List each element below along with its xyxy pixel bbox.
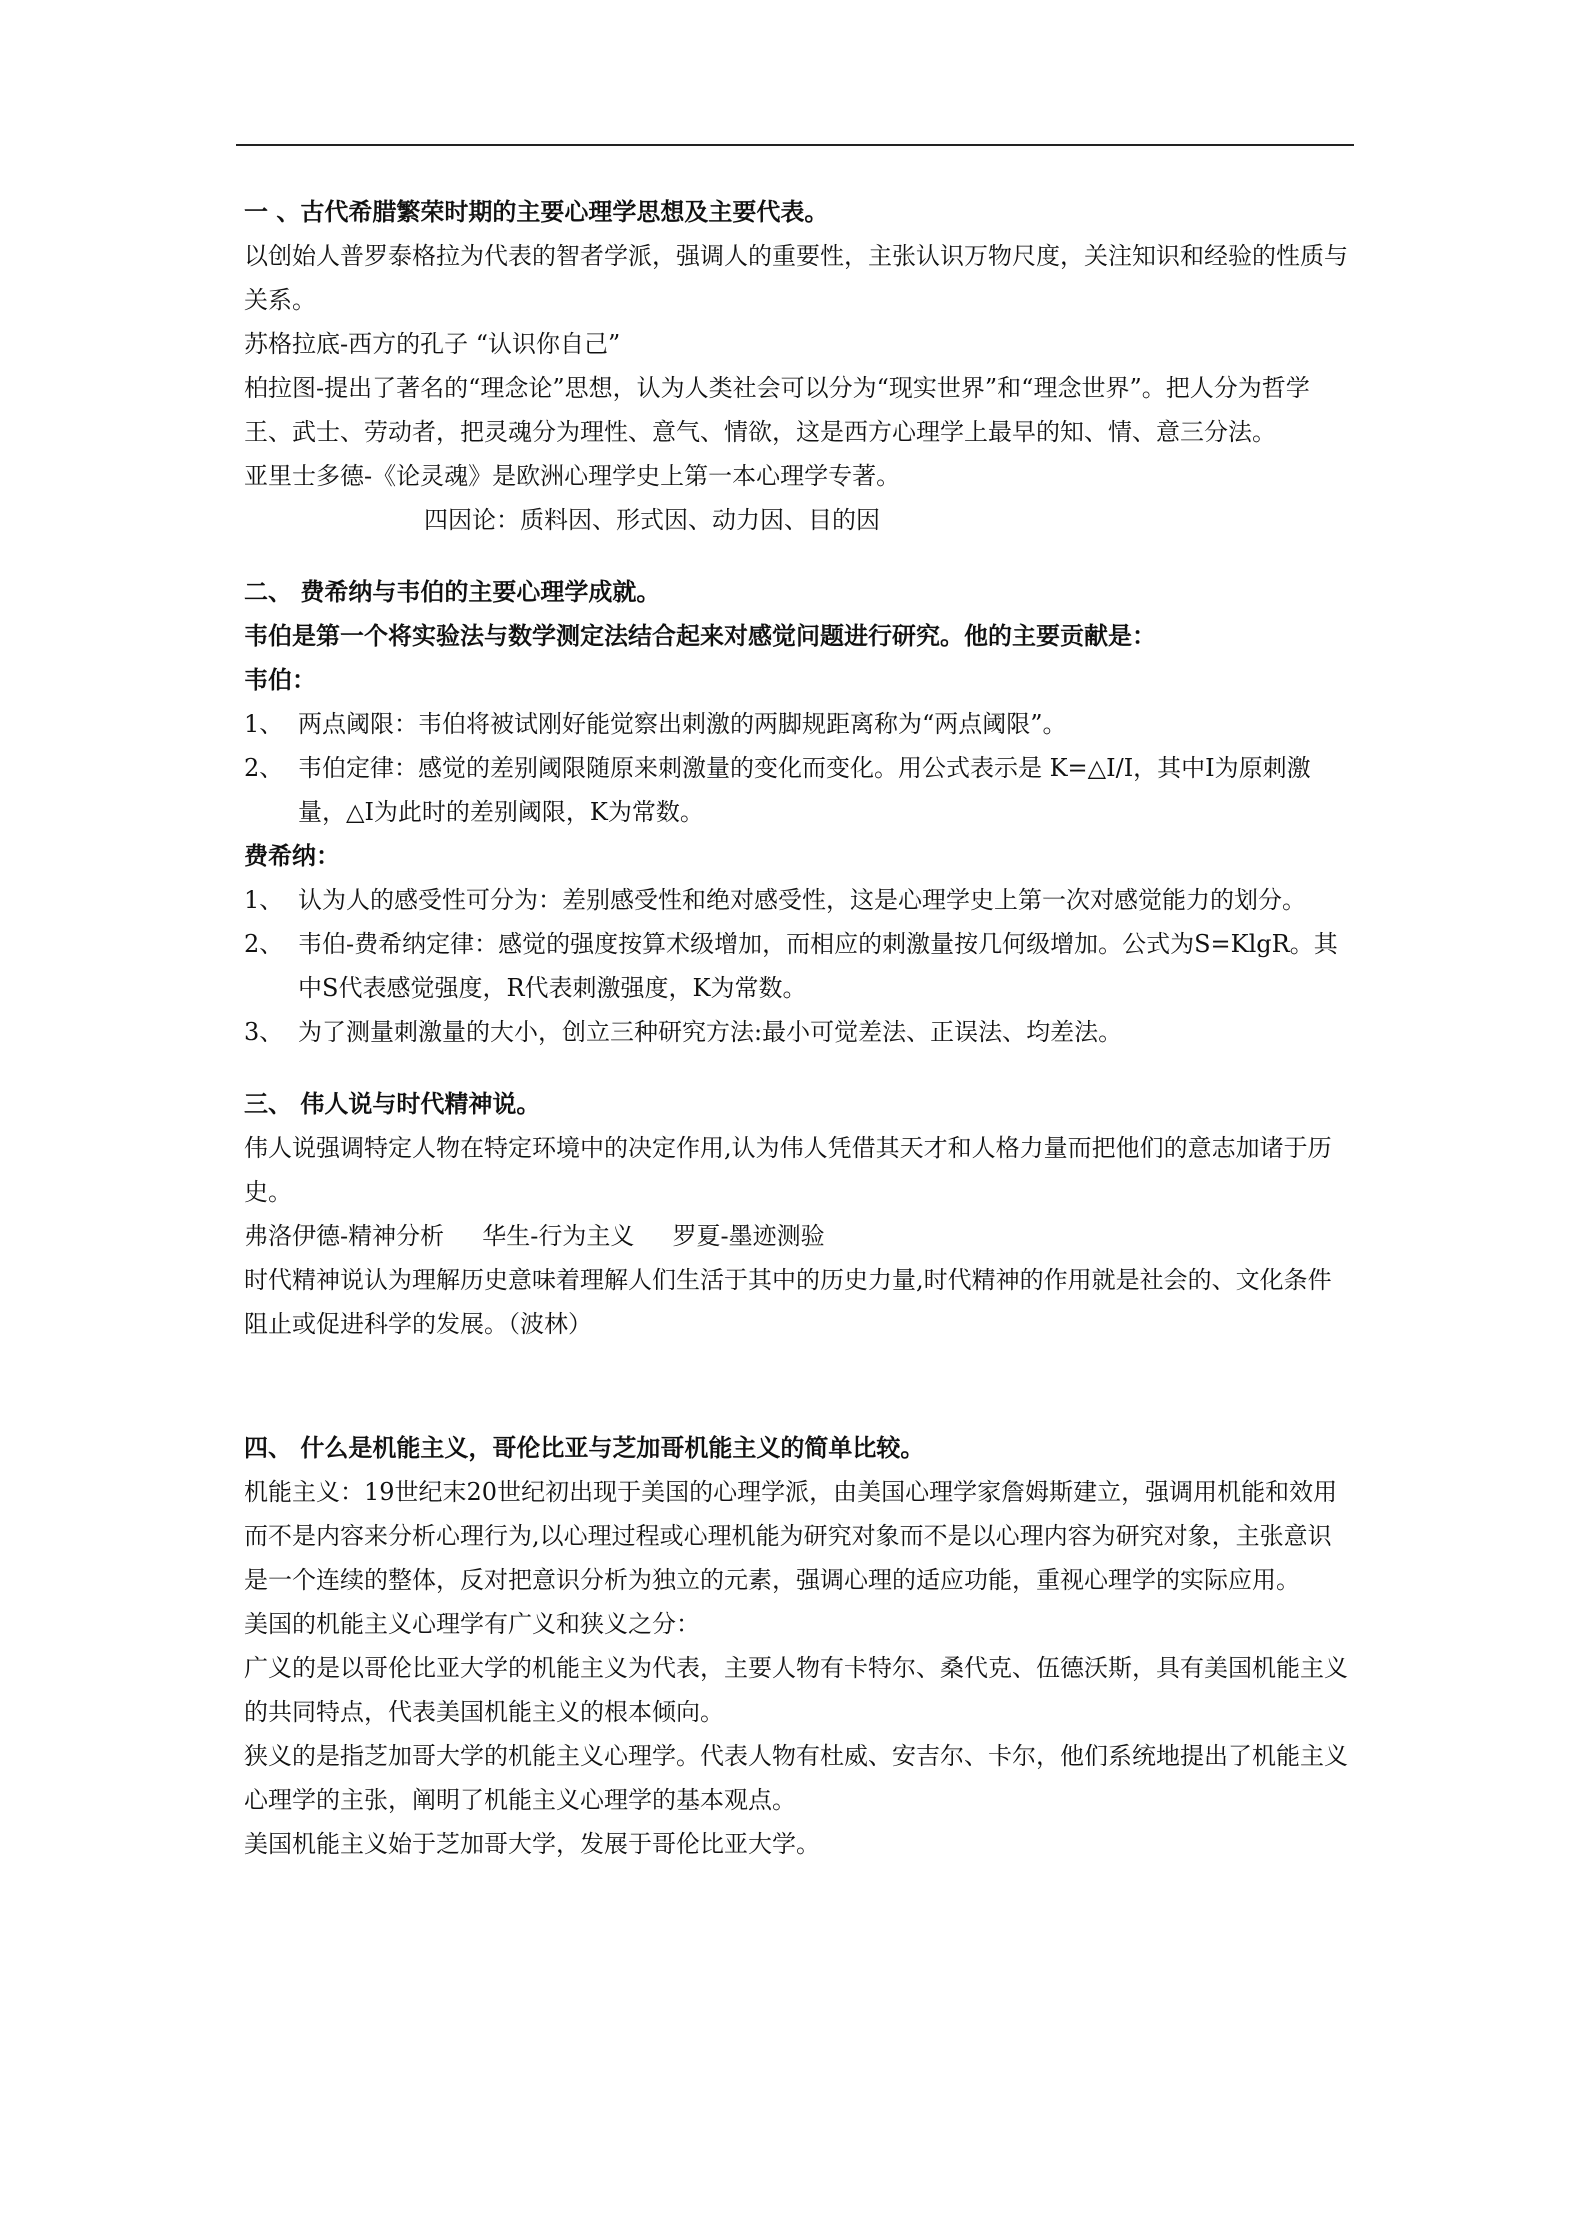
section-3-heading: 三、 伟人说与时代精神说。 xyxy=(244,1089,541,1118)
list-item xyxy=(244,878,1354,922)
list-item-text: 为了测量刺激量的大小，创立三种研究方法:最小可觉差法、正误法、均差法。 xyxy=(298,1018,1123,1046)
section-4-heading: 四、 什么是机能主义，哥伦比亚与芝加哥机能主义的简单比较。 xyxy=(244,1433,925,1462)
list-item xyxy=(244,1010,1354,1054)
name-rorschach: 罗夏-墨迹测验 xyxy=(672,1222,825,1250)
list-item-text: 韦伯定律：感觉的差别阈限随原来刺激量的变化而变化。用公式表示是 K=△I/I，其中I为原刺激量，△I为此时的差别阈限，K为常数。 xyxy=(298,754,1311,826)
section-1-paragraph-sophists: 以创始人普罗泰格拉为代表的智者学派，强调人的重要性，主张认识万物尺度，关注知识和经验的性质与关系。 xyxy=(244,242,1348,314)
section-3-names-row xyxy=(244,1214,1354,1258)
fechner-label: 费希纳： xyxy=(244,841,340,870)
section-3-paragraph-great-man: 伟人说强调特定人物在特定环境中的决定作用,认为伟人凭借其天才和人格力量而把他们的意志加诸于历史。 xyxy=(244,1134,1332,1206)
name-watson: 华生-行为主义 xyxy=(482,1222,635,1250)
section-1-paragraph-plato: 柏拉图-提出了著名的“理念论”思想，认为人类社会可以分为“现实世界”和“理念世界”。把人分为哲学王、武士、劳动者，把灵魂分为理性、意气、情欲，这是西方心理学上最早的知、情、意三分法。 xyxy=(244,374,1310,446)
list-item-number: 1、 xyxy=(244,710,284,738)
section-3-paragraph-zeitgeist: 时代精神说认为理解历史意味着理解人们生活于其中的历史力量,时代精神的作用就是社会的、文化条件阻止或促进科学的发展。（波林） xyxy=(244,1266,1332,1338)
document-body xyxy=(244,190,1354,1866)
list-item-text: 两点阈限：韦伯将被试刚好能觉察出刺激的两脚规距离称为“两点阈限”。 xyxy=(298,710,1067,738)
section-2-heading: 二、 费希纳与韦伯的主要心理学成就。 xyxy=(244,577,661,606)
list-item xyxy=(244,702,1354,746)
list-item-text: 认为人的感受性可分为：差别感受性和绝对感受性，这是心理学史上第一次对感觉能力的划分。 xyxy=(298,886,1306,914)
section-4-paragraph-division: 美国的机能主义心理学有广义和狭义之分： xyxy=(244,1610,700,1638)
section-4-paragraph-origin: 美国机能主义始于芝加哥大学，发展于哥伦比亚大学。 xyxy=(244,1830,820,1858)
list-item-number: 2、 xyxy=(244,930,284,958)
list-item-text: 韦伯-费希纳定律：感觉的强度按算术级增加，而相应的刺激量按几何级增加。公式为S=KlgR。其中S代表感觉强度，R代表刺激强度，K为常数。 xyxy=(298,930,1338,1002)
section-4-paragraph-definition: 机能主义：19世纪末20世纪初出现于美国的心理学派，由美国心理学家詹姆斯建立，强调用机能和效用而不是内容来分析心理行为,以心理过程或心理机能为研究对象而不是以心理内容为研究对象，主张意识是一个连续的整体，反对把意识分析为独立的元素，强调心理的适应功能，重视心理学的实际应用。 xyxy=(244,1478,1338,1594)
spacer xyxy=(244,542,1354,570)
section-1-paragraph-aristotle: 亚里士多德-《论灵魂》是欧洲心理学史上第一本心理学专著。 xyxy=(244,462,901,490)
spacer xyxy=(244,1054,1354,1082)
list-item-number: 1、 xyxy=(244,886,284,914)
section-4-paragraph-narrow: 狭义的是指芝加哥大学的机能主义心理学。代表人物有杜威、安吉尔、卡尔，他们系统地提出了机能主义心理学的主张，阐明了机能主义心理学的基本观点。 xyxy=(244,1742,1348,1814)
weber-label: 韦伯： xyxy=(244,665,316,694)
section-4-paragraph-broad: 广义的是以哥伦比亚大学的机能主义为代表，主要人物有卡特尔、桑代克、伍德沃斯，具有美国机能主义的共同特点，代表美国机能主义的根本倾向。 xyxy=(244,1654,1348,1726)
section-1-heading: 一 、古代希腊繁荣时期的主要心理学思想及主要代表。 xyxy=(244,197,829,226)
list-item-number: 2、 xyxy=(244,754,284,782)
section-1-paragraph-four-causes: 四因论：质料因、形式因、动力因、目的因 xyxy=(424,506,880,534)
list-item xyxy=(244,746,1354,834)
section-2-intro: 韦伯是第一个将实验法与数学测定法结合起来对感觉问题进行研究。他的主要贡献是： xyxy=(244,621,1156,650)
list-item-number: 3、 xyxy=(244,1018,284,1046)
list-item xyxy=(244,922,1354,1010)
spacer xyxy=(244,1346,1354,1426)
header-rule xyxy=(236,144,1354,146)
name-freud: 弗洛伊德-精神分析 xyxy=(244,1222,445,1250)
section-1-paragraph-socrates: 苏格拉底-西方的孔子 “认识你自己” xyxy=(244,330,621,358)
